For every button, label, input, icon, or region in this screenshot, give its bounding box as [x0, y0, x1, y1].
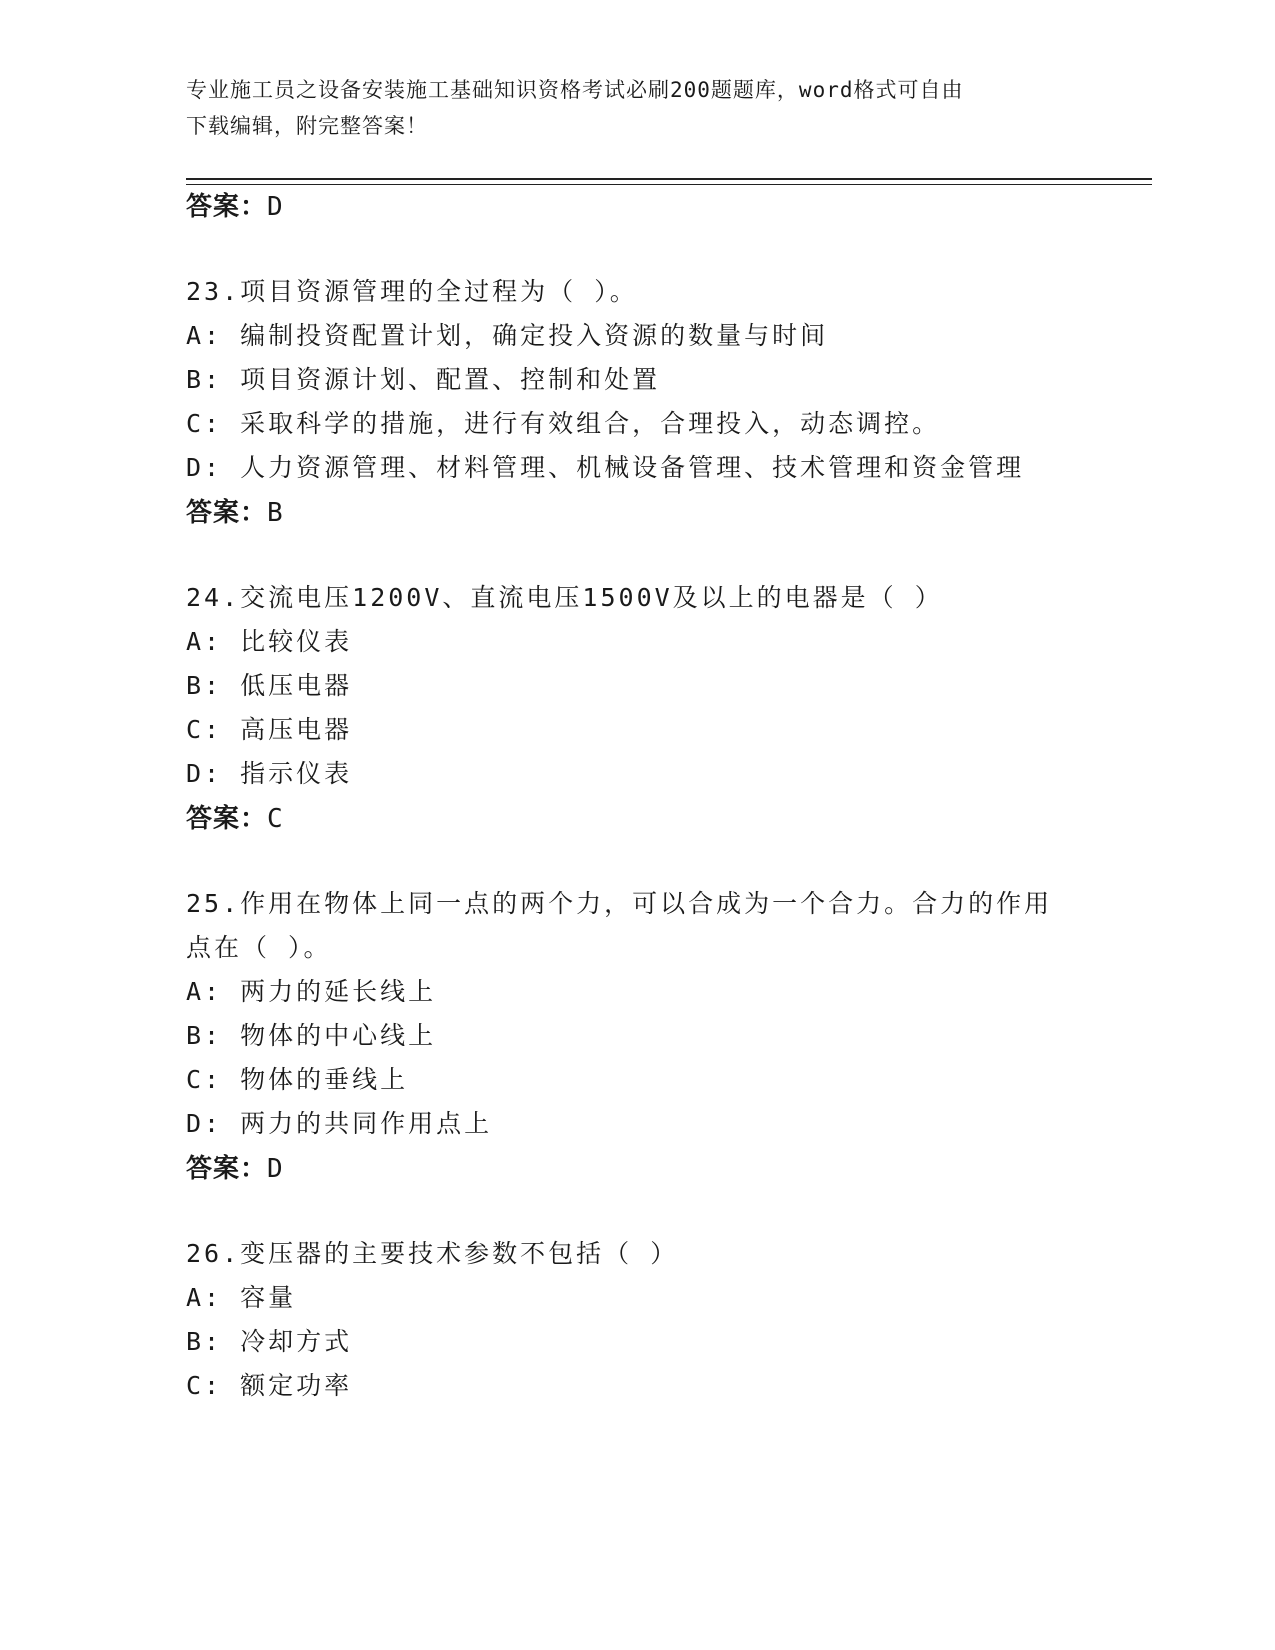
question-stem: 26.变压器的主要技术参数不包括（ ） [186, 1239, 679, 1268]
answer-label: 答案： [186, 498, 268, 528]
question-option: A: 两力的延长线上 [186, 977, 437, 1006]
question-stem: 24.交流电压1200V、直流电压1500V及以上的电器是（ ） [186, 583, 943, 612]
answer-label: 答案： [186, 192, 268, 222]
header-rule-thin [186, 184, 1152, 185]
answer-value: D [267, 192, 284, 222]
question-stem: 25.作用在物体上同一点的两个力，可以合成为一个合力。合力的作用 [186, 889, 1053, 918]
header-line-1: 专业施工员之设备安装施工基础知识资格考试必刷200题题库，word格式可自由 [186, 78, 964, 102]
question-option: B: 冷却方式 [186, 1327, 353, 1356]
question-option: C: 高压电器 [186, 715, 353, 744]
question-option: A: 编制投资配置计划，确定投入资源的数量与时间 [186, 321, 829, 350]
question-stem-continued: 点在（ ）。 [186, 933, 332, 962]
question-option: B: 项目资源计划、配置、控制和处置 [186, 365, 661, 394]
question-option: C: 物体的垂线上 [186, 1065, 409, 1094]
answer-value: B [267, 498, 284, 528]
question-option: D: 两力的共同作用点上 [186, 1109, 493, 1138]
question-stem: 23.项目资源管理的全过程为（ ）。 [186, 277, 638, 306]
question-option: B: 物体的中心线上 [186, 1021, 437, 1050]
answer-value: D [267, 1154, 284, 1184]
question-option: A: 比较仪表 [186, 627, 353, 656]
header-rule-thick [186, 178, 1152, 180]
answer-label: 答案： [186, 804, 268, 834]
question-option: D: 指示仪表 [186, 759, 353, 788]
question-option: A: 容量 [186, 1283, 297, 1312]
question-option: C: 采取科学的措施，进行有效组合，合理投入，动态调控。 [186, 409, 941, 438]
header-line-2: 下载编辑，附完整答案！ [186, 114, 428, 138]
question-option: D: 人力资源管理、材料管理、机械设备管理、技术管理和资金管理 [186, 453, 1025, 482]
answer-line [186, 492, 284, 529]
answer-value: C [267, 804, 284, 834]
answer-line [186, 186, 284, 223]
answer-line [186, 798, 284, 835]
question-option: B: 低压电器 [186, 671, 353, 700]
answer-line [186, 1148, 284, 1185]
answer-label: 答案： [186, 1154, 268, 1184]
document-header [186, 72, 1086, 144]
question-option: C: 额定功率 [186, 1371, 353, 1400]
